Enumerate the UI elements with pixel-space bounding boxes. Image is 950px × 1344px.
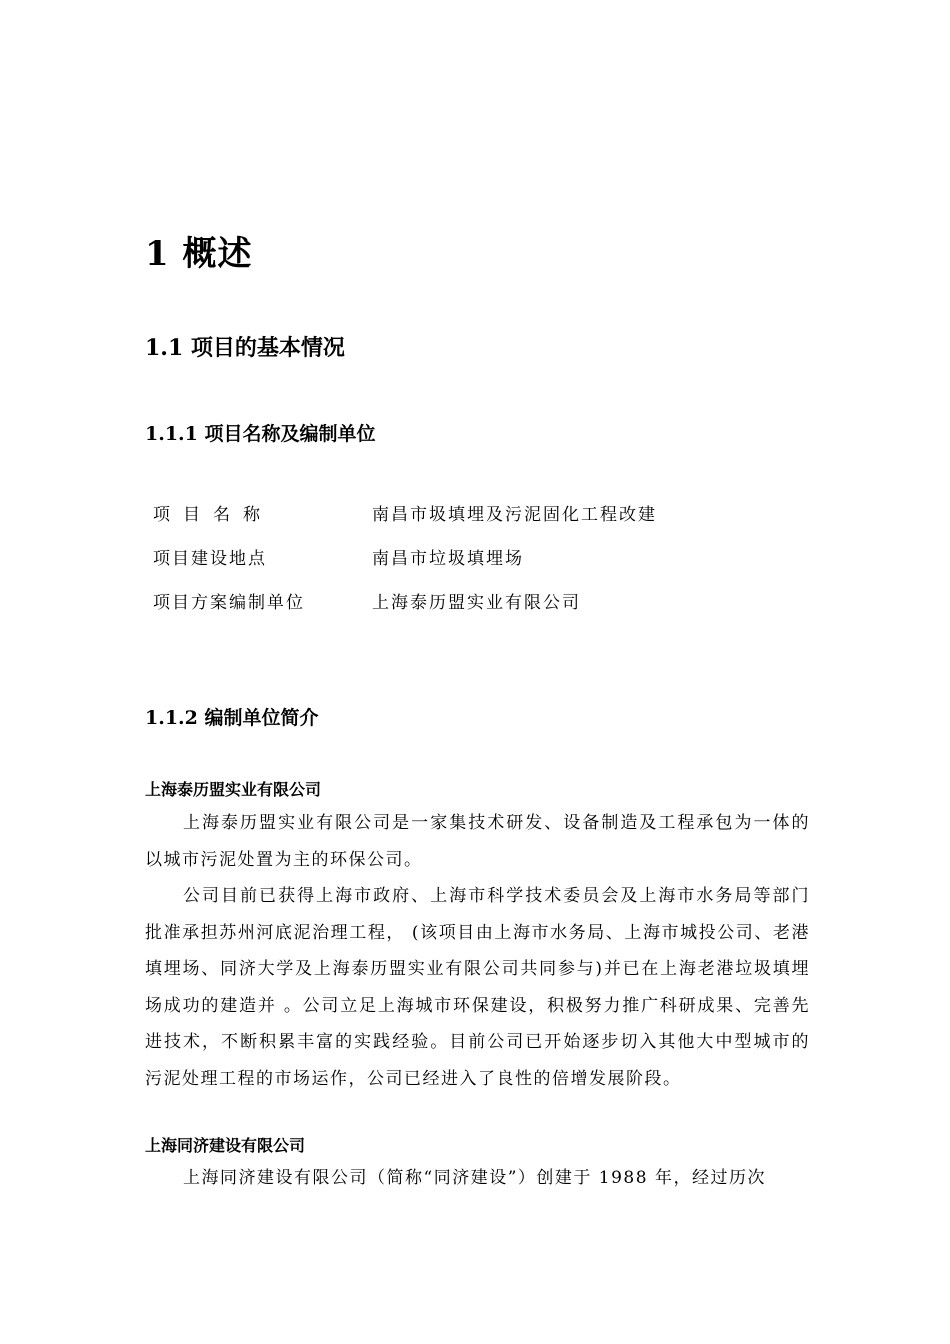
subsection-heading-company-intro: 1.1.2 编制单位简介	[145, 707, 319, 729]
info-label: 项目名称	[153, 505, 273, 525]
info-row	[153, 500, 793, 544]
info-row	[153, 588, 793, 632]
section-heading: 1.1 项目的基本情况	[145, 335, 345, 361]
info-label: 项目方案编制单位	[153, 593, 305, 613]
body-paragraph: 上海同济建设有限公司（简称“同济建设”）创建于 1988 年，经过历次	[183, 1168, 766, 1188]
info-value: 上海泰历盟实业有限公司	[372, 593, 581, 613]
info-value: 南昌市垃圾填埋场	[372, 549, 524, 569]
project-info-table	[153, 500, 793, 632]
info-label: 项目建设地点	[153, 549, 267, 569]
subsection-heading-project-name: 1.1.1 项目名称及编制单位	[145, 423, 376, 445]
company-name: 上海同济建设有限公司	[145, 1136, 306, 1155]
company-name: 上海泰历盟实业有限公司	[145, 780, 322, 799]
info-value: 南昌市圾填埋及污泥固化工程改建	[372, 505, 657, 525]
body-paragraph: 上海泰历盟实业有限公司是一家集技术研发、设备制造及工程承包为一体的以城市污泥处置为主的环保公司。	[145, 813, 810, 870]
info-row	[153, 544, 793, 588]
chapter-heading: 1 概述	[145, 234, 253, 274]
body-paragraph: 公司目前已获得上海市政府、上海市科学技术委员会及上海市水务局等部门批准承担苏州河底泥治理工程， (该项目由上海市水务局、上海市城投公司、老港填埋场、同济大学及上海泰历盟实业有限公司共同参与)并已在上海老港垃圾填埋场成功的建造并 。公司立足上海城市环保建设，积极努力推广科研成果、完善先进技术，不断积累丰富的实践经验。目前公司已开始逐步切入其他大中型城市的污泥处理工程的市场运作，公司已经进入了良性的倍增发展阶段。	[145, 886, 810, 1089]
